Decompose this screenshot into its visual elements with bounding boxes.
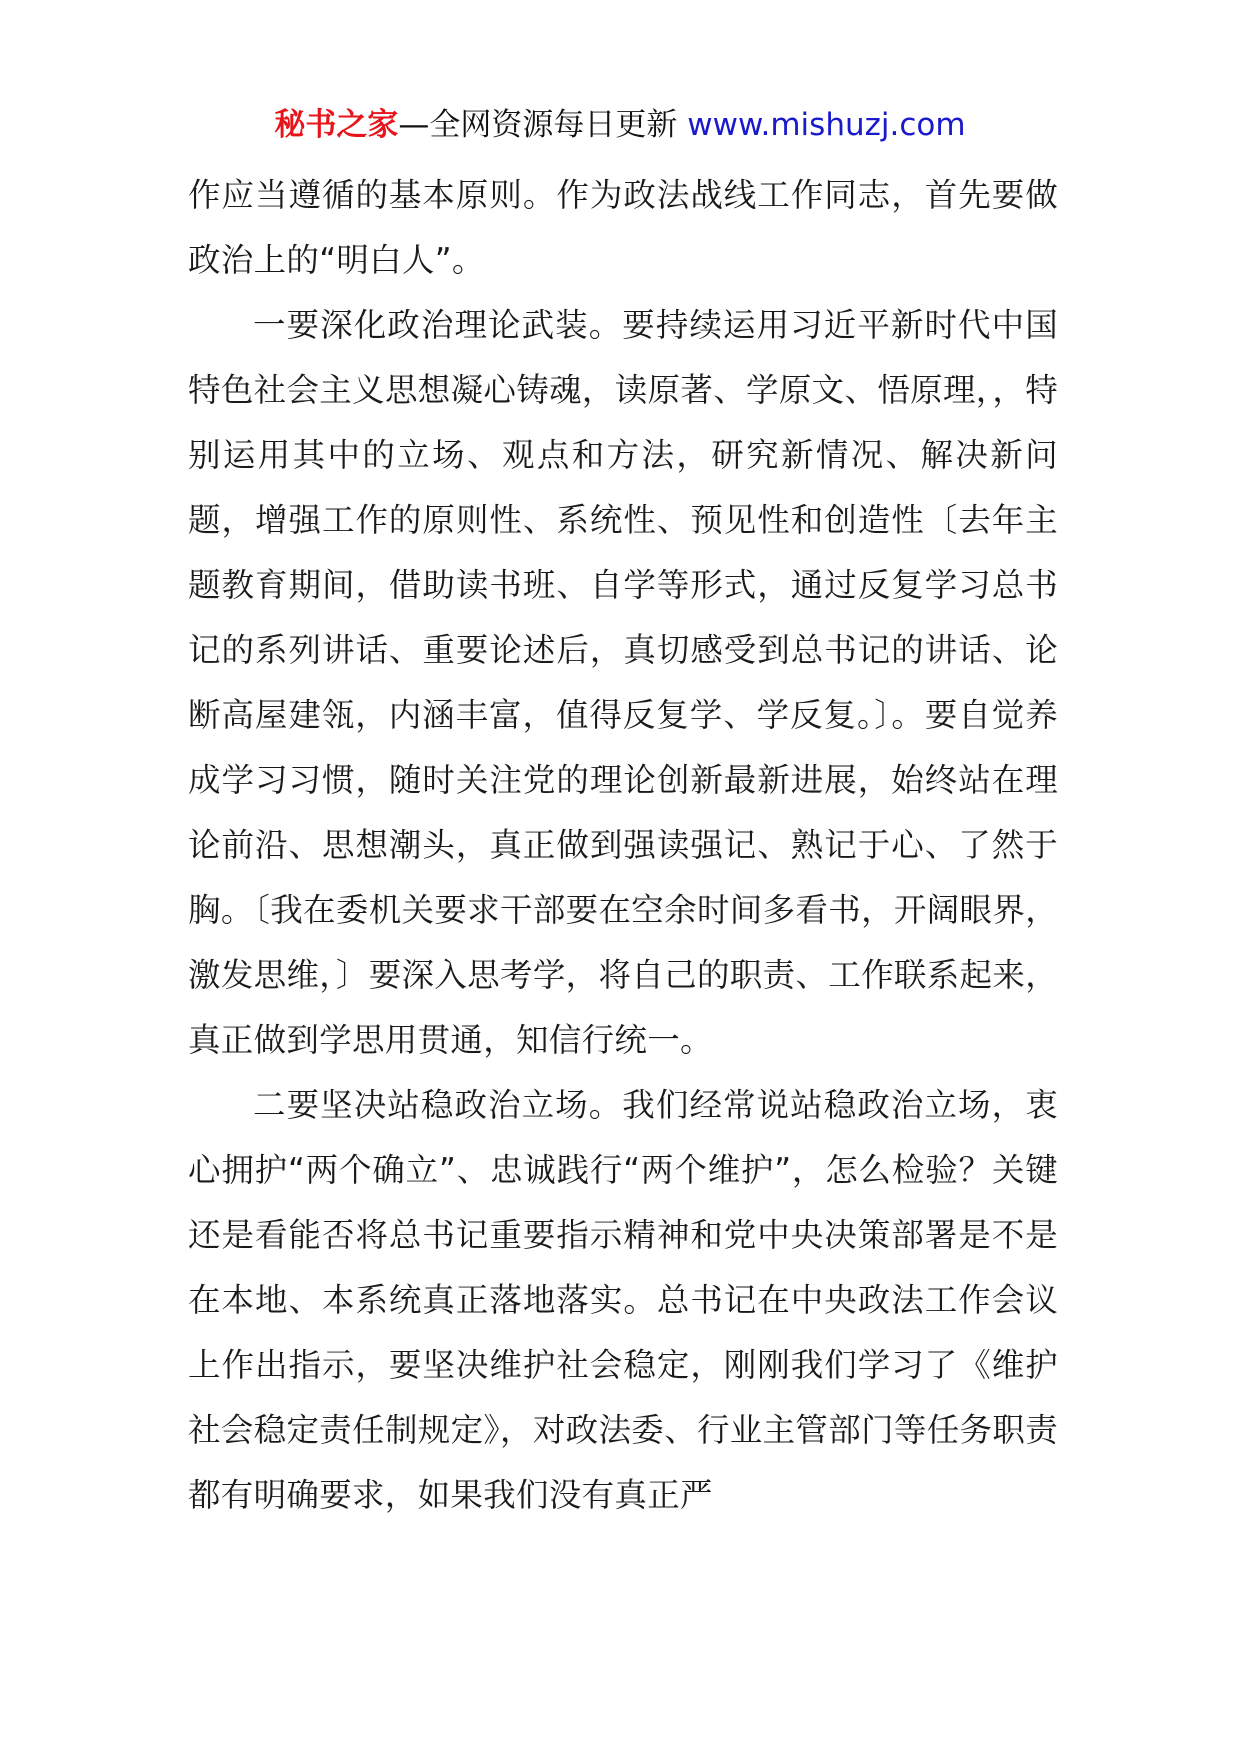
- paragraph-1: 作应当遵循的基本原则。作为政法战线工作同志，首先要做政治上的“明白人”。: [188, 176, 1058, 279]
- paragraph-3: 二要坚决站稳政治立场。我们经常说站稳政治立场，衷心拥护“两个确立”、忠诚践行“两个维护”，怎么检验？关键还是看能否将总书记重要指示精神和党中央决策部署是不是在本地、本系统真正落地落实。总书记在中央政法工作会议上作出指示，要坚决维护社会稳定，刚刚我们学习了《维护社会稳定责任制规定》，对政法委、行业主管部门等任务职责都有明确要求，如果我们没有真正严: [188, 1086, 1058, 1514]
- header-tagline: —全网资源每日更新: [398, 107, 688, 143]
- document-body: [188, 163, 1058, 1528]
- paragraph-2: 一要深化政治理论武装。要持续运用习近平新时代中国特色社会主义思想凝心铸魂，读原著、学原文、悟原理，，特别运用其中的立场、观点和方法，研究新情况、解决新问题，增强工作的原则性、系统性、预见性和创造性〔去年主题教育期间，借助读书班、自学等形式，通过反复学习总书记的系列讲话、重要论述后，真切感受到总书记的讲话、论断高屋建瓴，内涵丰富，值得反复学、学反复。〕。要自觉养成学习习惯，随时关注党的理论创新最新进展，始终站在理论前沿、思想潮头，真正做到强读强记、熟记于心、了然于胸。〔我在委机关要求干部要在空余时间多看书，开阔眼界，激发思维，〕要深入思考学，将自己的职责、工作联系起来，真正做到学思用贯通，知信行统一。: [188, 306, 1058, 1059]
- header-site-link[interactable]: www.mishuzj.com: [687, 107, 966, 143]
- page-header: [0, 98, 1240, 152]
- header-brand: 秘书之家: [274, 107, 399, 143]
